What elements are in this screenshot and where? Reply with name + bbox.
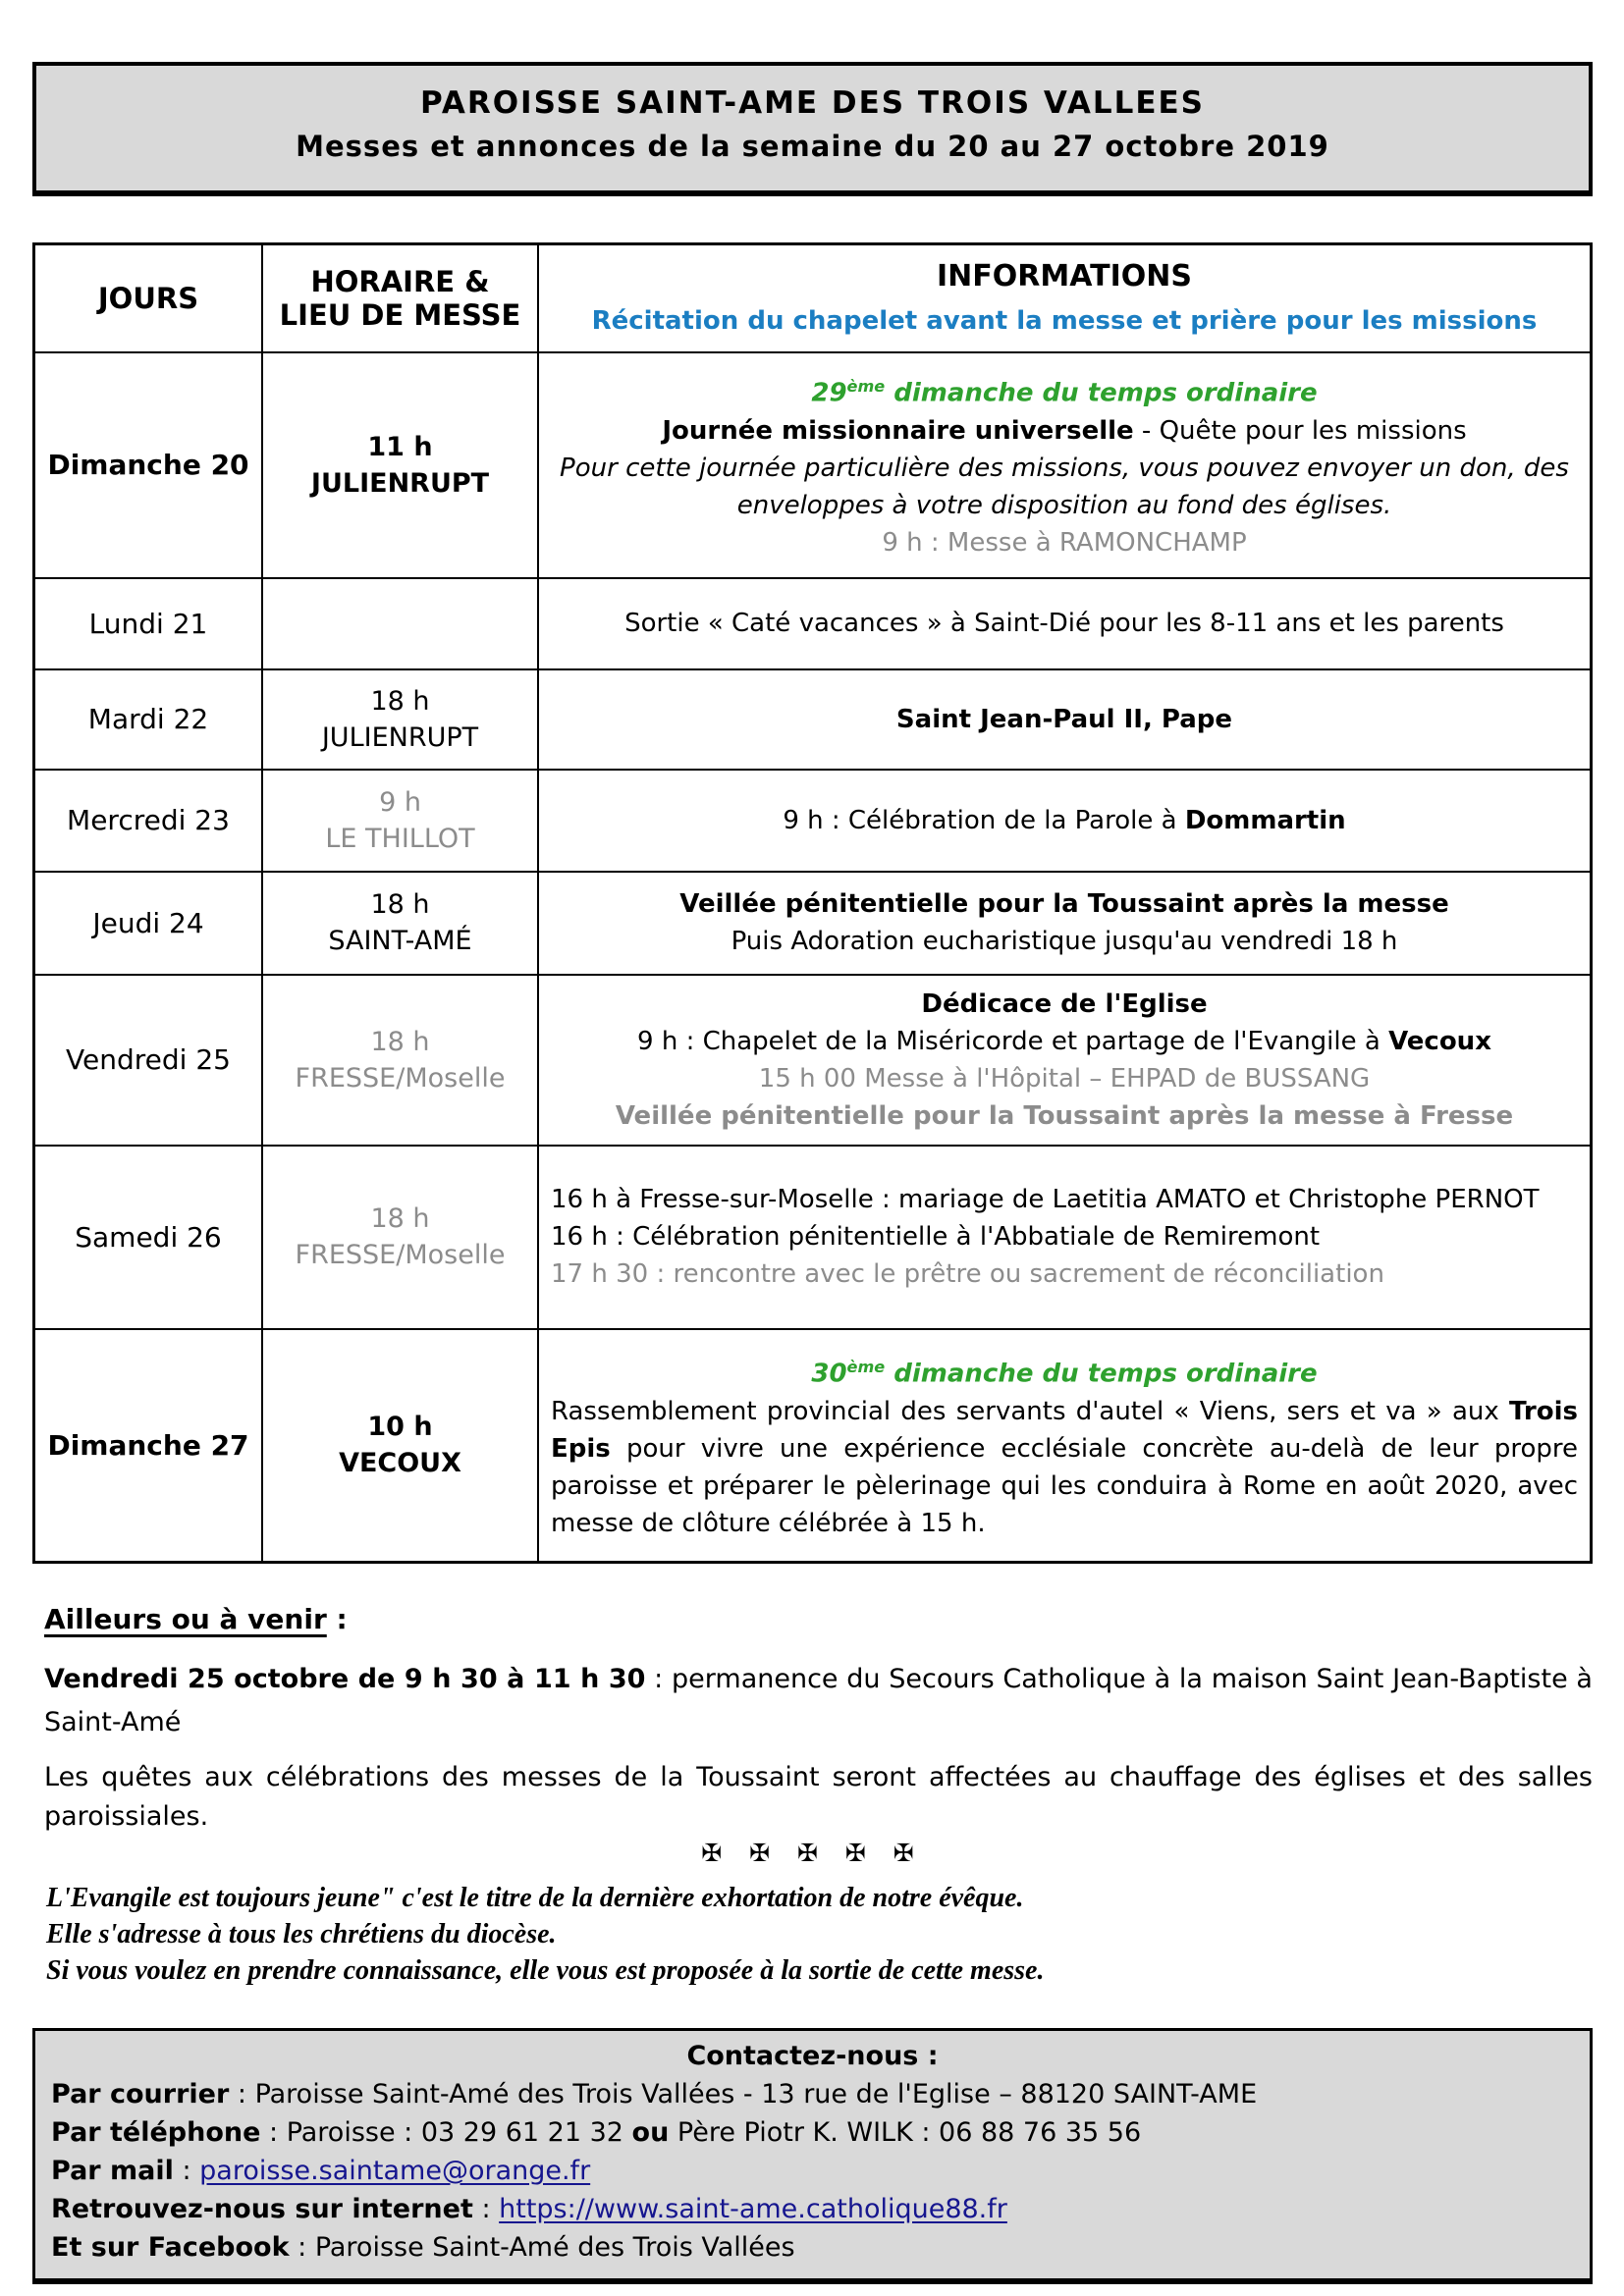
info-cell [538, 1146, 1592, 1329]
evangile-line: L'Evangile est toujours jeune" c'est le titre de la dernière exhortation de notre évêque. [46, 1883, 1024, 1913]
info-line: 9 h : Célébration de la Parole à Dommartin [783, 805, 1346, 835]
contact-line-mail: Par mail : paroisse.saintame@orange.fr [51, 2156, 591, 2186]
column-header-jours: JOURS [34, 244, 263, 352]
day-cell: Mercredi 23 [34, 770, 263, 872]
contact-heading: Contactez-nous : [686, 2041, 939, 2071]
time-cell [262, 669, 538, 770]
informations-subtitle: Récitation du chapelet avant la messe et prière pour les missions [591, 305, 1538, 336]
row-lundi-21 [34, 578, 1592, 669]
informations-title: INFORMATIONS [937, 258, 1192, 294]
info-cell [538, 975, 1592, 1146]
day-cell: Vendredi 25 [34, 975, 263, 1146]
header-box [32, 62, 1593, 196]
time-value: 9 h [379, 786, 421, 818]
contact-footer-box [32, 2028, 1593, 2284]
info-line: 17 h 30 : rencontre avec le prêtre ou sacrement de réconciliation [551, 1259, 1384, 1289]
time-cell [262, 1146, 538, 1329]
time-cell [262, 352, 538, 578]
place-value: VECOUX [339, 1448, 461, 1479]
horaire-line2: LIEU DE MESSE [279, 297, 521, 332]
info-line: 15 h 00 Messe à l'Hôpital – EHPAD de BUSSANG [758, 1063, 1371, 1094]
column-header-horaire [262, 244, 538, 352]
day-cell: Dimanche 27 [34, 1329, 263, 1563]
email-link[interactable]: paroisse.saintame@orange.fr [199, 2156, 591, 2186]
day-cell: Mardi 22 [34, 669, 263, 770]
evangile-line: Elle s'adresse à tous les chrétiens du diocèse. [46, 1919, 557, 1949]
time-value: 18 h [370, 1203, 430, 1234]
place-value: FRESSE/Moselle [295, 1240, 506, 1270]
horaire-line1: HORAIRE & [310, 264, 490, 298]
evangile-line: Si vous voulez en prendre connaissance, elle vous est proposée à la sortie de cette messe. [46, 1955, 1045, 1986]
row-mercredi-23 [34, 770, 1592, 872]
website-link[interactable]: https://www.saint-ame.catholique88.fr [499, 2194, 1007, 2224]
time-value: 18 h [370, 1026, 430, 1057]
info-cell [538, 872, 1592, 975]
info-line: Veillée pénitentielle pour la Toussaint après la messe à Fresse [615, 1100, 1514, 1131]
contact-line-courrier: Par courrier : Paroisse Saint-Amé des Trois Vallées - 13 rue de l'Eglise – 88120 SAINT-AME [51, 2079, 1258, 2109]
time-cell [262, 872, 538, 975]
time-value: 10 h [367, 1412, 433, 1443]
ailleurs-heading: Ailleurs ou à venir : [44, 1603, 348, 1635]
day-cell: Jeudi 24 [34, 872, 263, 975]
contact-line-internet: Retrouvez-nous sur internet : https://www.saint-ame.catholique88.fr [51, 2194, 1007, 2224]
info-line: 16 h : Célébration pénitentielle à l'Abbatiale de Remiremont [551, 1222, 1321, 1252]
info-paragraph: Pour cette journée particulière des missions, vous pouvez envoyer un don, des enveloppes à votre disposition au fond des églises. [560, 453, 1569, 520]
row-jeudi-24 [34, 872, 1592, 975]
time-value: 18 h [370, 889, 430, 920]
info-cell [538, 669, 1592, 770]
day-cell: Samedi 26 [34, 1146, 263, 1329]
place-value: SAINT-AMÉ [328, 926, 472, 956]
info-line: Veillée pénitentielle pour la Toussaint après la messe [679, 889, 1449, 919]
row-samedi-26 [34, 1146, 1592, 1329]
row-dimanche-27 [34, 1329, 1592, 1563]
green-heading: 29ème dimanche du temps ordinaire [811, 377, 1318, 408]
page-subtitle: Messes et annonces de la semaine du 20 au 27 octobre 2019 [296, 130, 1329, 163]
green-heading: 30ème dimanche du temps ordinaire [811, 1357, 1318, 1389]
info-line: 9 h : Chapelet de la Miséricorde et partage de l'Evangile à Vecoux [637, 1026, 1491, 1056]
info-cell [538, 1329, 1592, 1563]
evangile-note [46, 1880, 1593, 1989]
day-cell: Lundi 21 [34, 578, 263, 669]
place-value: JULIENRUPT [321, 721, 479, 753]
place-value: FRESSE/Moselle [295, 1062, 506, 1094]
info-cell [538, 578, 1592, 669]
info-line: Sortie « Caté vacances » à Saint-Dié pour les 8-11 ans et les parents [624, 609, 1504, 638]
info-cell [538, 770, 1592, 872]
table-header-row [34, 244, 1592, 352]
schedule-table [32, 242, 1593, 1564]
time-value: 18 h [370, 685, 430, 717]
row-vendredi-25 [34, 975, 1592, 1146]
contact-line-telephone: Par téléphone : Paroisse : 03 29 61 21 32 ou Père Piotr K. WILK : 06 88 76 35 56 [51, 2117, 1142, 2148]
quetes-paragraph: Les quêtes aux célébrations des messes de la Toussaint seront affectées au chauffage des églises et des salles paroissiales. [44, 1762, 1593, 1832]
info-line: 9 h : Messe à RAMONCHAMP [882, 527, 1247, 558]
time-cell [262, 770, 538, 872]
page-title: PAROISSE SAINT-AME DES TROIS VALLEES [419, 85, 1206, 121]
info-line: Journée missionnaire universelle - Quête pour les missions [662, 415, 1467, 446]
info-line: Dédicace de l'Eglise [921, 988, 1208, 1019]
maltese-crosses-divider: ✠ ✠ ✠ ✠ ✠ [701, 1839, 924, 1867]
place-value: JULIENRUPT [310, 467, 490, 499]
info-paragraph: Rassemblement provincial des servants d'autel « Viens, sers et va » aux Trois Epis pour vivre une expérience ecclésiale concrète au-delà de leur propre paroisse et préparer le pèlerinage qui les conduira à Rome en août 2020, avec messe de clôture célébrée à 15 h. [551, 1396, 1578, 1538]
row-dimanche-20 [34, 352, 1592, 578]
info-cell [538, 352, 1592, 578]
time-cell [262, 1329, 538, 1563]
row-mardi-22 [34, 669, 1592, 770]
info-line: Saint Jean-Paul II, Pape [895, 704, 1233, 734]
contact-line-facebook: Et sur Facebook : Paroisse Saint-Amé des Trois Vallées [51, 2232, 795, 2263]
place-value: LE THILLOT [325, 823, 475, 854]
permanence-paragraph: Vendredi 25 octobre de 9 h 30 à 11 h 30 : permanence du Secours Catholique à la maison Saint Jean-Baptiste à Saint-Amé [44, 1664, 1593, 1737]
time-cell [262, 578, 538, 669]
info-line: Puis Adoration eucharistique jusqu'au vendredi 18 h [731, 927, 1398, 956]
time-cell [262, 975, 538, 1146]
info-line: 16 h à Fresse-sur-Moselle : mariage de Laetitia AMATO et Christophe PERNOT [551, 1185, 1540, 1214]
column-header-informations [538, 244, 1592, 352]
day-cell: Dimanche 20 [34, 352, 263, 578]
time-value: 11 h [367, 431, 433, 462]
